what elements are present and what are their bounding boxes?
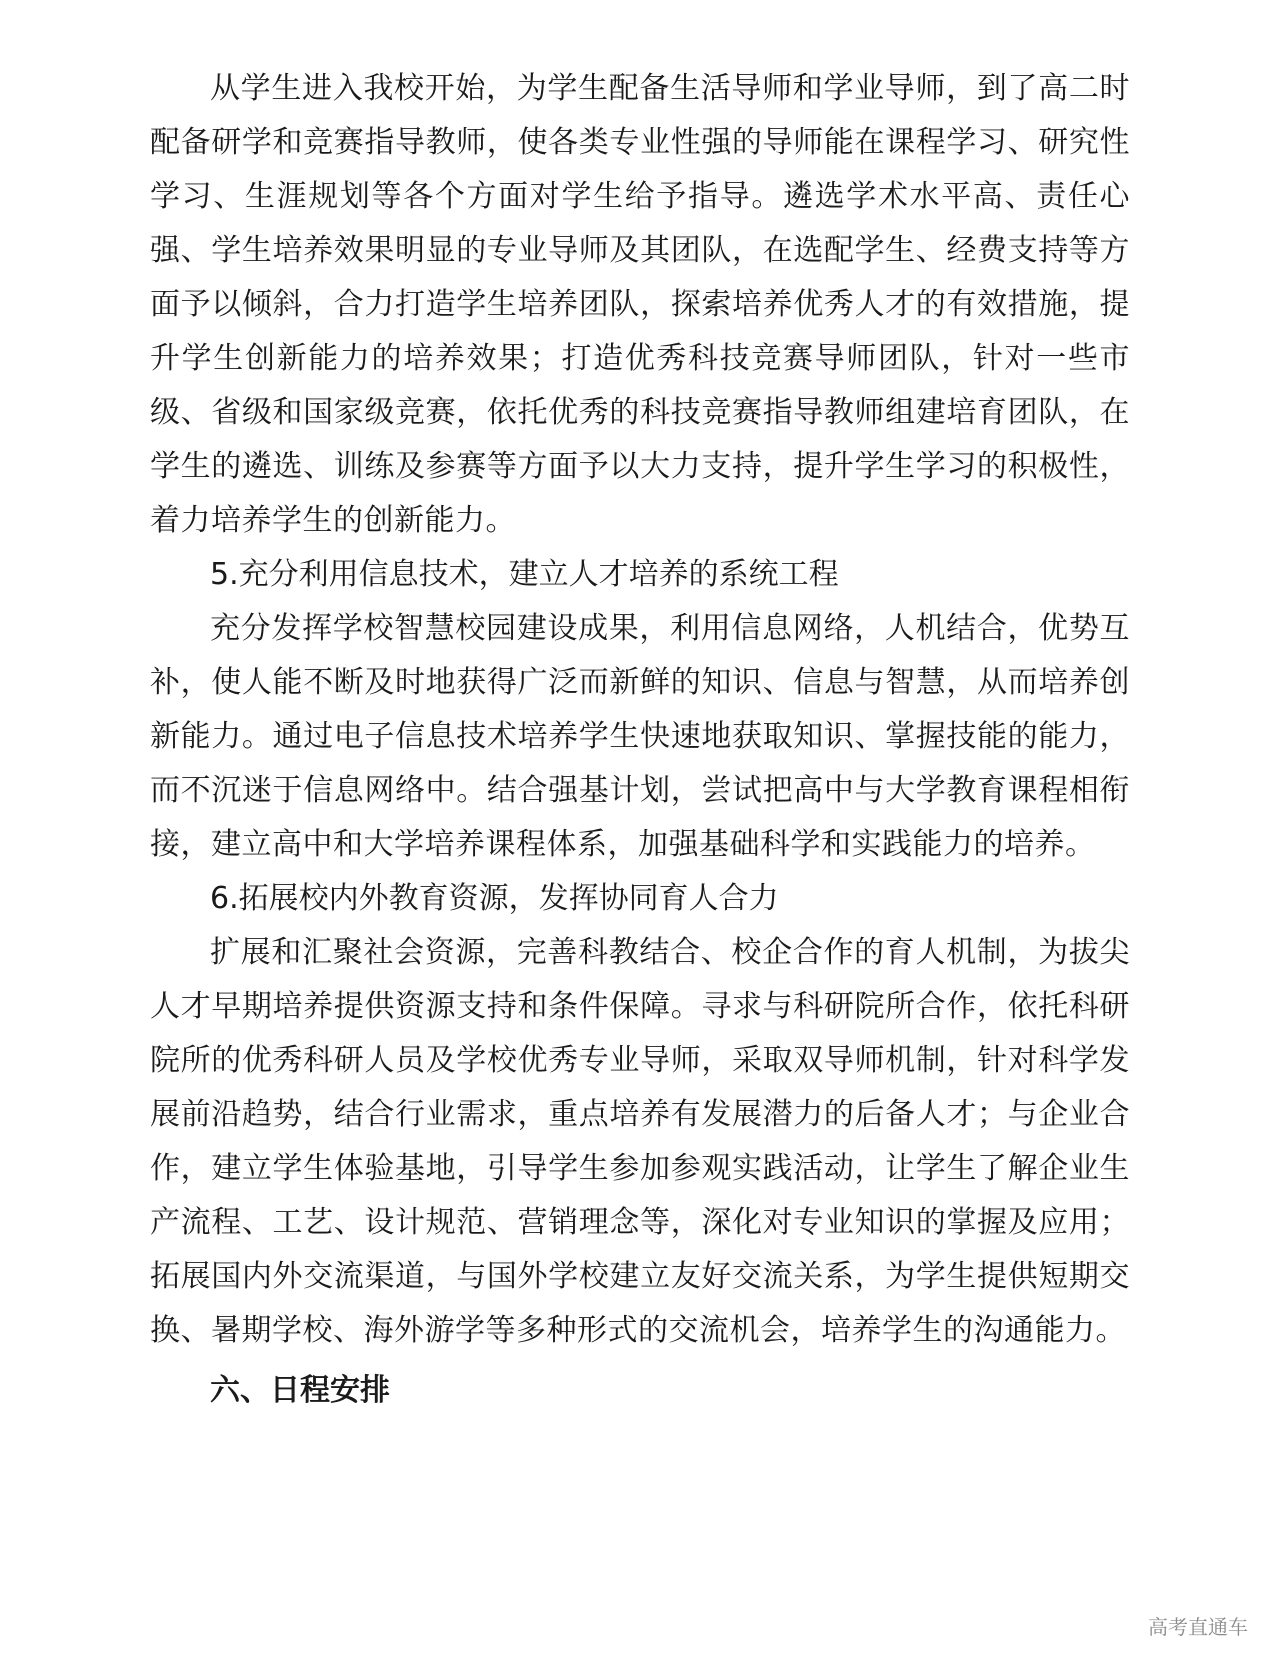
- watermark: 高考直通车: [1148, 1615, 1248, 1639]
- document-page: [150, 62, 1130, 1418]
- paragraph-education-resources: 扩展和汇聚社会资源，完善科教结合、校企合作的育人机制，为拔尖人才早期培养提供资源支持和条件保障。寻求与科研院所合作，依托科研院所的优秀科研人员及学校优秀专业导师，采取双导师机制，针对科学发展前沿趋势，结合行业需求，重点培养有发展潜力的后备人才；与企业合作，建立学生体验基地，引导学生参加参观实践活动，让学生了解企业生产流程、工艺、设计规范、营销理念等，深化对专业知识的掌握及应用；拓展国内外交流渠道，与国外学校建立友好交流关系，为学生提供短期交换、暑期学校、海外游学等多种形式的交流机会，培养学生的沟通能力。: [150, 935, 1130, 1348]
- heading-item-5: 5.充分利用信息技术，建立人才培养的系统工程: [210, 557, 839, 592]
- paragraph-mentors: 从学生进入我校开始，为学生配备生活导师和学业导师，到了高二时配备研学和竞赛指导教师，使各类专业性强的导师能在课程学习、研究性学习、生涯规划等各个方面对学生给予指导。遴选学术水平高、责任心强、学生培养效果明显的专业导师及其团队，在选配学生、经费支持等方面予以倾斜，合力打造学生培养团队，探索培养优秀人才的有效措施，提升学生创新能力的培养效果；打造优秀科技竞赛导师团队，针对一些市级、省级和国家级竞赛，依托优秀的科技竞赛指导教师组建培育团队，在学生的遴选、训练及参赛等方面予以大力支持，提升学生学习的积极性，着力培养学生的创新能力。: [150, 71, 1130, 538]
- paragraph-information-technology: 充分发挥学校智慧校园建设成果，利用信息网络，人机结合，优势互补，使人能不断及时地获得广泛而新鲜的知识、信息与智慧，从而培养创新能力。通过电子信息技术培养学生快速地获取知识、掌握技能的能力，而不沉迷于信息网络中。结合强基计划，尝试把高中与大学教育课程相衔接，建立高中和大学培养课程体系，加强基础科学和实践能力的培养。: [150, 611, 1130, 862]
- heading-item-6: 6.拓展校内外教育资源，发挥协同育人合力: [210, 881, 779, 916]
- section-heading-schedule: 六、日程安排: [210, 1373, 390, 1408]
